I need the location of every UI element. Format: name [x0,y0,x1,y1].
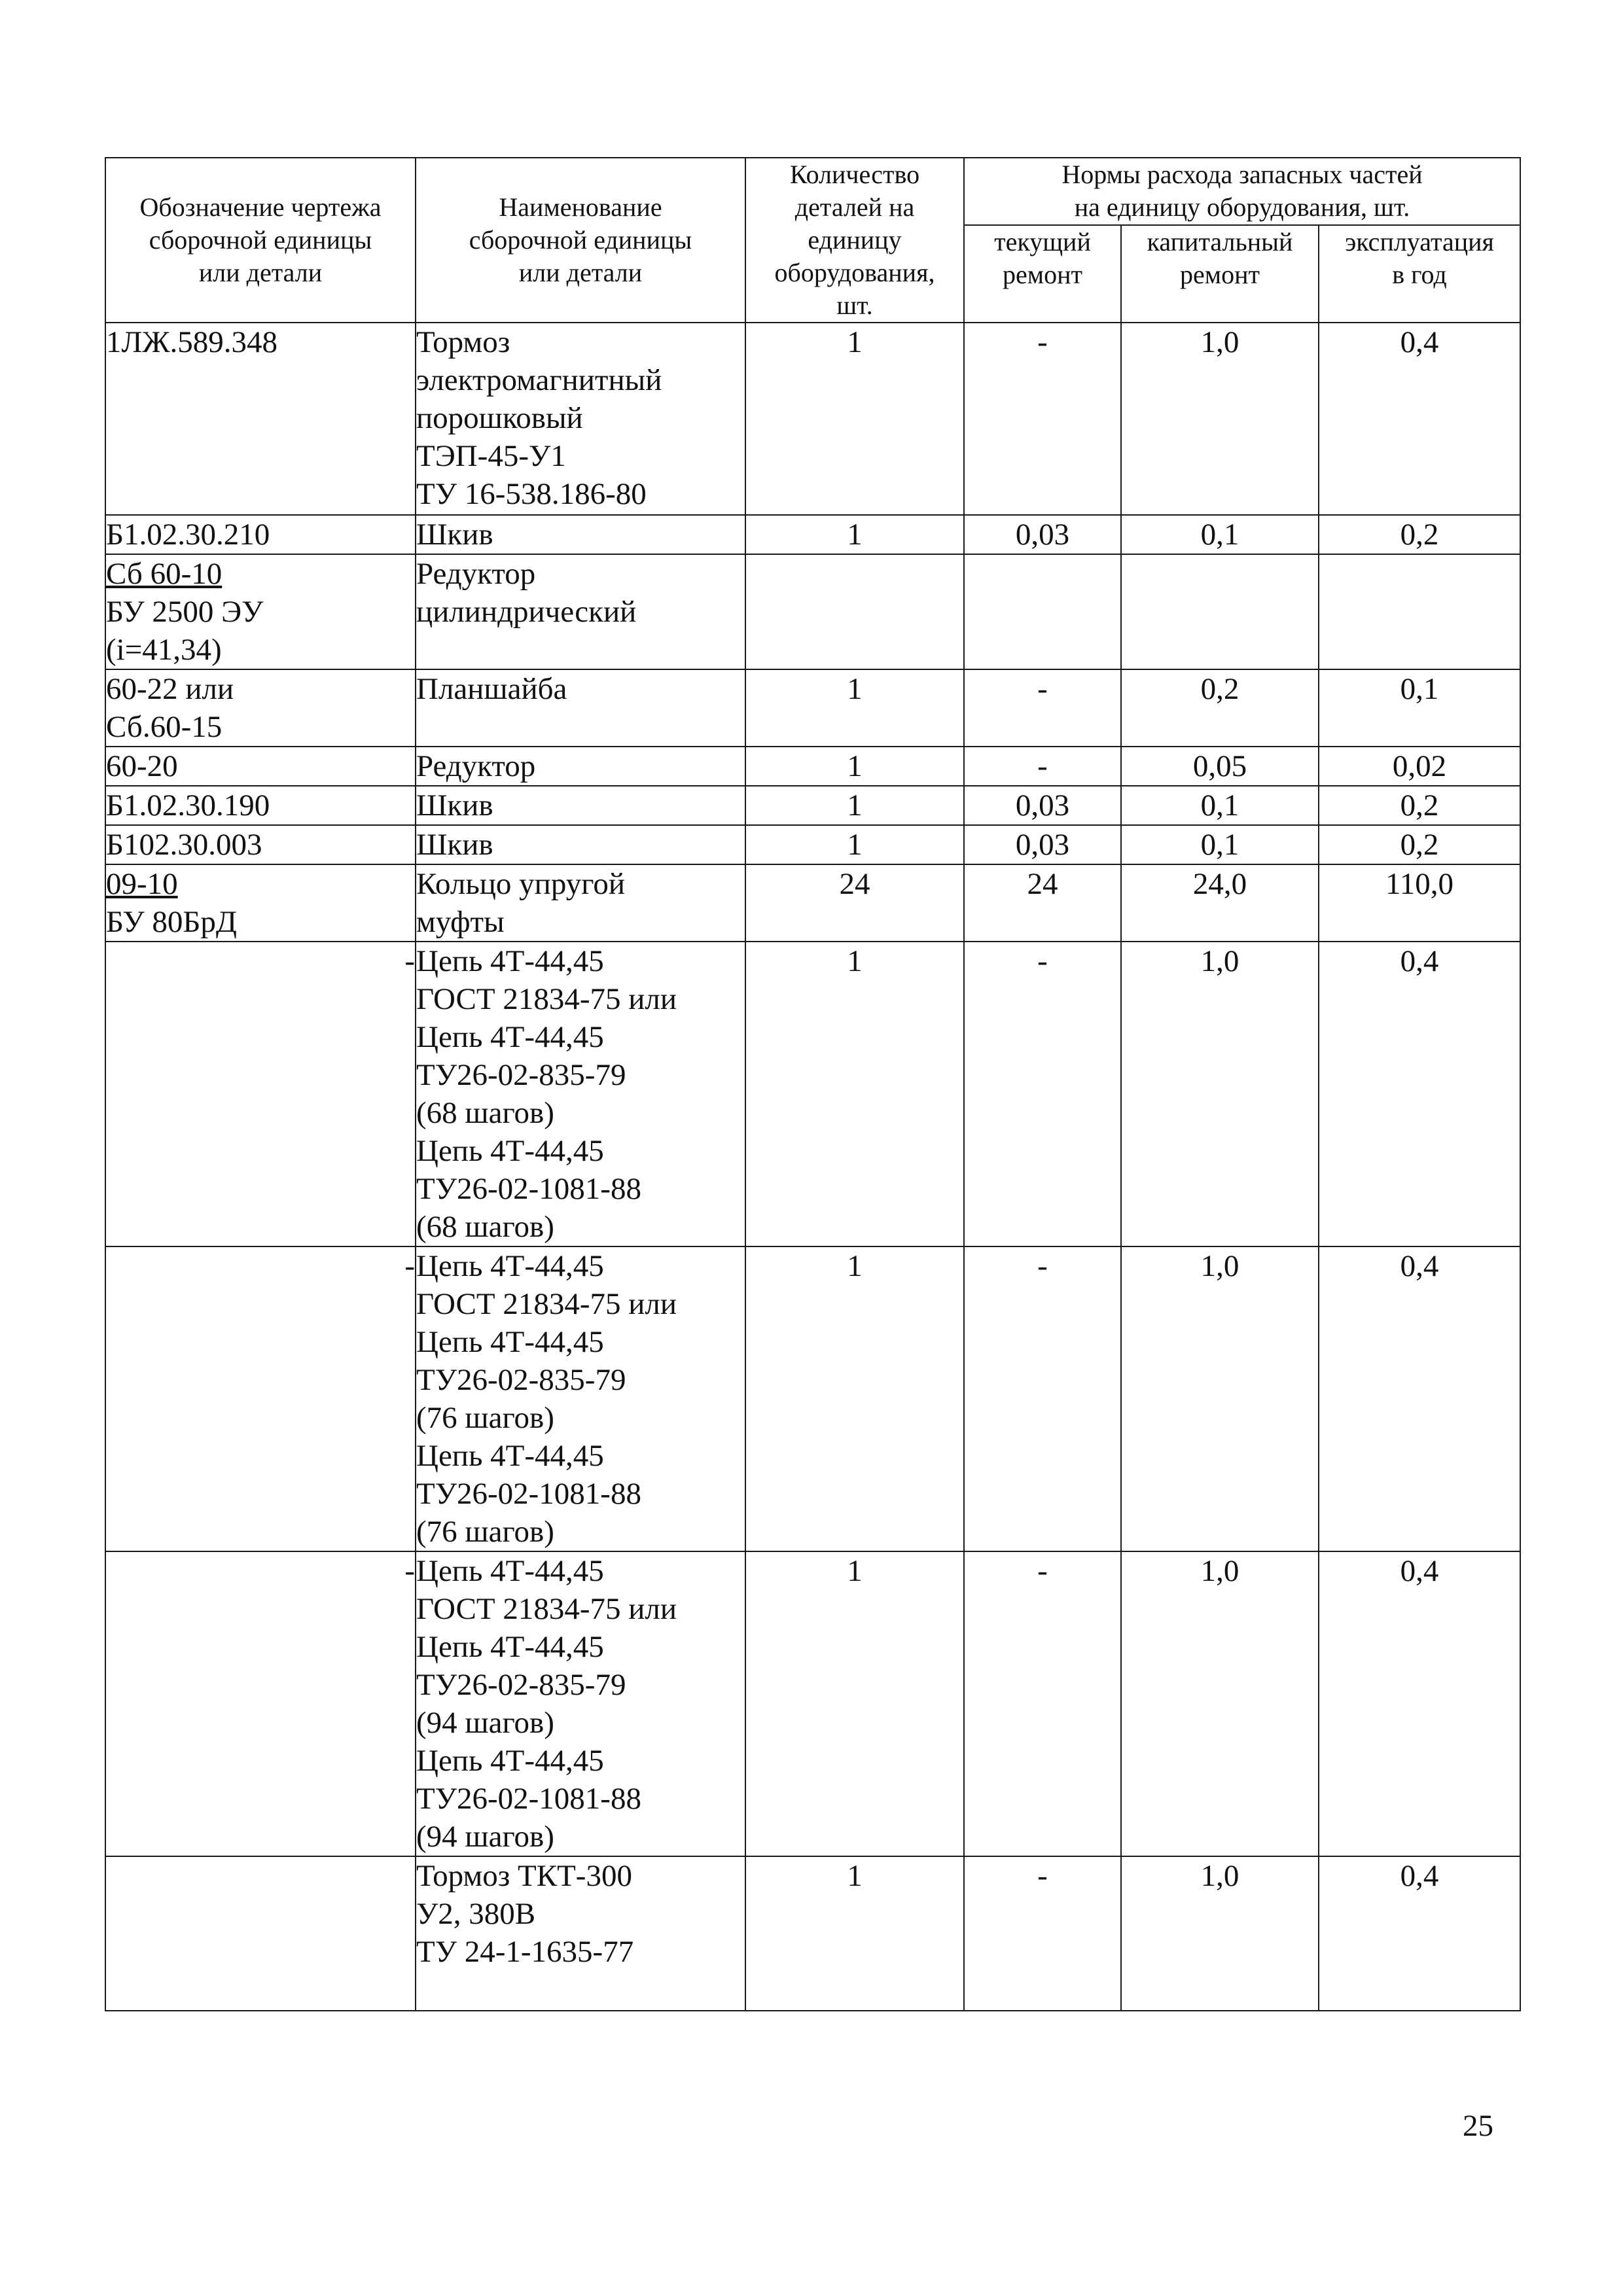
cell-yearly: 0,4 [1319,1551,1520,1856]
cell-capital-repair: 0,2 [1121,669,1319,747]
header-drawing-code: Обозначение чертежа сборочной единицы или детали [105,158,416,323]
header-current-repair: текущий ремонт [964,225,1121,323]
cell-drawing-code: Б1.02.30.210 [105,515,416,554]
cell-yearly: 0,02 [1319,747,1520,786]
table-row [105,747,1520,786]
cell-name: Редуктор цилиндрический [416,554,745,669]
header-quantity: Количество деталей на единицу оборудования, шт. [745,158,964,323]
cell-drawing-code: Б102.30.003 [105,825,416,864]
table-row [105,942,1520,1246]
table-row [105,1551,1520,1856]
cell-drawing-code: 60-20 [105,747,416,786]
cell-current-repair: - [964,1246,1121,1551]
cell-drawing-code: - [105,942,416,1246]
cell-name: Редуктор [416,747,745,786]
cell-capital-repair: 1,0 [1121,942,1319,1246]
cell-quantity: 1 [745,669,964,747]
page-number: 25 [1463,2109,1493,2143]
cell-yearly [1319,554,1520,669]
cell-current-repair: 0,03 [964,515,1121,554]
cell-name: Кольцо упругой муфты [416,864,745,942]
cell-yearly: 0,1 [1319,669,1520,747]
cell-quantity: 1 [745,515,964,554]
cell-name: Шкив [416,825,745,864]
cell-yearly: 0,4 [1319,1856,1520,2011]
cell-current-repair: - [964,1551,1121,1856]
header-norms-group: Нормы расхода запасных частей на единицу оборудования, шт. [964,158,1520,225]
cell-current-repair: - [964,942,1121,1246]
cell-quantity: 1 [745,825,964,864]
cell-yearly: 0,4 [1319,323,1520,515]
cell-capital-repair [1121,554,1319,669]
cell-quantity [745,554,964,669]
cell-current-repair: 0,03 [964,825,1121,864]
cell-yearly: 0,4 [1319,942,1520,1246]
cell-name: Тормоз электромагнитный порошковый ТЭП-45-У1 ТУ 16-538.186-80 [416,323,745,515]
cell-current-repair [964,554,1121,669]
header-name: Наименование сборочной единицы или детали [416,158,745,323]
cell-drawing-code: 60-22 или Сб.60-15 [105,669,416,747]
cell-current-repair: - [964,323,1121,515]
spare-parts-table [105,157,1521,2011]
cell-drawing-code: 1ЛЖ.589.348 [105,323,416,515]
table-row [105,554,1520,669]
cell-name: Цепь 4Т-44,45 ГОСТ 21834-75 или Цепь 4Т-44,45 ТУ26-02-835-79 (94 шагов) Цепь 4Т-44,45 ТУ26-02-1081-88 (94 шагов) [416,1551,745,1856]
cell-drawing-code: - [105,1551,416,1856]
cell-yearly: 0,2 [1319,515,1520,554]
cell-capital-repair: 0,05 [1121,747,1319,786]
cell-drawing-code: Б1.02.30.190 [105,786,416,825]
header-operation: эксплуатация в год [1319,225,1520,323]
cell-quantity: 24 [745,864,964,942]
cell-yearly: 0,2 [1319,825,1520,864]
cell-quantity: 1 [745,1856,964,2011]
cell-name: Шкив [416,515,745,554]
cell-quantity: 1 [745,1246,964,1551]
cell-name: Цепь 4Т-44,45 ГОСТ 21834-75 или Цепь 4Т-44,45 ТУ26-02-835-79 (68 шагов) Цепь 4Т-44,45 ТУ26-02-1081-88 (68 шагов) [416,942,745,1246]
table-row [105,825,1520,864]
cell-capital-repair: 24,0 [1121,864,1319,942]
table-row [105,786,1520,825]
cell-capital-repair: 0,1 [1121,786,1319,825]
cell-name: Тормоз ТКТ-300 У2, 380В ТУ 24-1-1635-77 [416,1856,745,2011]
table-row [105,1856,1520,2011]
table-row [105,864,1520,942]
cell-current-repair: 0,03 [964,786,1121,825]
cell-quantity: 1 [745,1551,964,1856]
cell-current-repair: - [964,669,1121,747]
cell-yearly: 0,2 [1319,786,1520,825]
table-row [105,515,1520,554]
cell-drawing-code: - [105,1246,416,1551]
cell-capital-repair: 0,1 [1121,515,1319,554]
table-row [105,669,1520,747]
cell-drawing-code: Сб 60-10 БУ 2500 ЭУ (i=41,34) [105,554,416,669]
cell-drawing-code: 09-10 БУ 80БрД [105,864,416,942]
cell-current-repair: - [964,1856,1121,2011]
header-capital-repair: капитальный ремонт [1121,225,1319,323]
cell-yearly: 0,4 [1319,1246,1520,1551]
table-row [105,1246,1520,1551]
cell-quantity: 1 [745,747,964,786]
cell-drawing-code [105,1856,416,2011]
table-row [105,323,1520,515]
cell-current-repair: 24 [964,864,1121,942]
cell-name: Цепь 4Т-44,45 ГОСТ 21834-75 или Цепь 4Т-44,45 ТУ26-02-835-79 (76 шагов) Цепь 4Т-44,45 ТУ26-02-1081-88 (76 шагов) [416,1246,745,1551]
cell-name: Планшайба [416,669,745,747]
cell-quantity: 1 [745,942,964,1246]
cell-quantity: 1 [745,786,964,825]
cell-capital-repair: 0,1 [1121,825,1319,864]
cell-capital-repair: 1,0 [1121,323,1319,515]
cell-capital-repair: 1,0 [1121,1856,1319,2011]
cell-name: Шкив [416,786,745,825]
cell-capital-repair: 1,0 [1121,1551,1319,1856]
cell-quantity: 1 [745,323,964,515]
cell-yearly: 110,0 [1319,864,1520,942]
cell-current-repair: - [964,747,1121,786]
cell-capital-repair: 1,0 [1121,1246,1319,1551]
